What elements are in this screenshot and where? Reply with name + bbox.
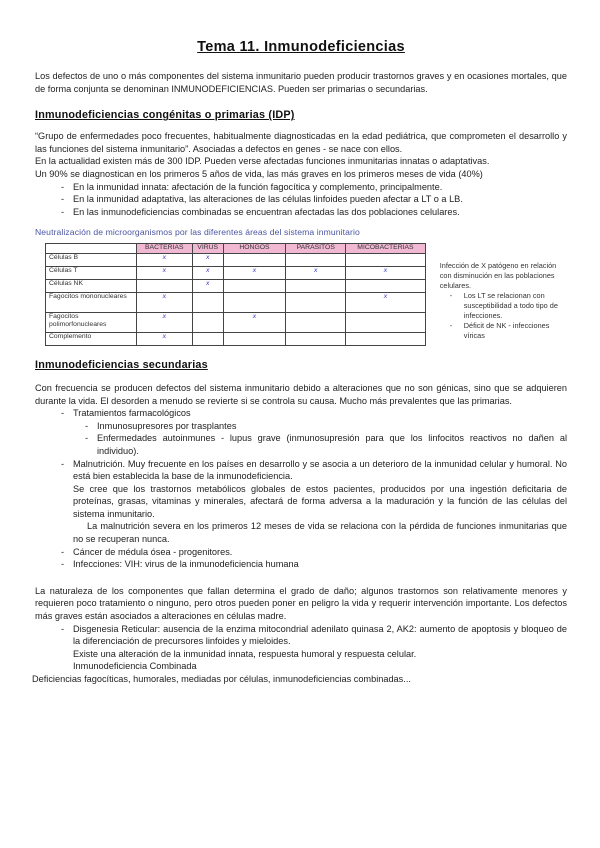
table-header-cell: HONGOS (223, 243, 286, 253)
row-label: Fagocitos polimorfonucleares (46, 312, 137, 332)
table-cell: x (223, 312, 286, 332)
list-item: - En la inmunidad adaptativa, las alteraciones de las células linfoides pueden afectar a LT o a LB. (73, 193, 567, 206)
table-side-note (440, 261, 567, 341)
secundarias-list (35, 407, 567, 571)
item-text: - Disgenesia Reticular: ausencia de la enzima mitocondrial adenilato quinasa 2, AK2: aumento de apoptosis y bloqueo de la diferenciación de precursores linfoides y mieloides. (73, 623, 567, 647)
table-cell: x (136, 332, 192, 345)
table-row (46, 332, 426, 345)
table-cell (346, 253, 426, 266)
table-cell (223, 253, 286, 266)
primarias-quote: “Grupo de enfermedades poco frecuentes, habitualmente diagnosticadas en la edad pediátrica, que comprometen el desarrollo y las funciones del sistema inmunitario”. Asociadas a defectos en genes - se nace con ellos. (35, 131, 567, 154)
row-label: Células B (46, 253, 137, 266)
list-item: - En las inmunodeficiencias combinadas se encuentran afectadas las dos poblaciones celulares. (73, 206, 567, 219)
section-heading-secundarias: Inmunodeficiencias secundarias (35, 358, 208, 371)
table-cell: x (223, 266, 286, 279)
table-header-cell: VIRUS (192, 243, 223, 253)
primarias-paragraph-3: Un 90% se diagnostican en los primeros 5 años de vida, las más graves en los primeros meses de vida (40%) (35, 168, 483, 179)
table-cell: x (136, 253, 192, 266)
table-row (46, 312, 426, 332)
list-item (73, 458, 567, 546)
table-cell (346, 312, 426, 332)
list-item (73, 407, 567, 457)
table-cell (223, 279, 286, 292)
table-row (46, 266, 426, 279)
list-item: - Enfermedades autoinmunes - lupus grave (inmunosupresión para que los linfocitos reactivos no dañen al individuo). (97, 432, 567, 457)
table-cell (223, 292, 286, 312)
secundarias-paragraph: Con frecuencia se producen defectos del sistema inmunitario debido a alteraciones que no son génicas, sino que se adquieren durante la vida. El desorden a menudo se revierte si se controla su causa. Mucho más prevalentes que las primarias. (35, 382, 567, 406)
table-cell (192, 292, 223, 312)
table-cell (136, 279, 192, 292)
table-row (46, 279, 426, 292)
intro-paragraph: Los defectos de uno o más componentes del sistema inmunitario pueden producir trastornos graves y en ocasiones mortales, que de forma conjunta se denominan INMUNODEFICIENCIAS. Pueden ser primarias o secundarias. (35, 71, 567, 94)
table-cell: x (192, 279, 223, 292)
table-row (46, 292, 426, 312)
table-cell: x (136, 312, 192, 332)
table-header-row (46, 243, 426, 253)
table-cell: x (192, 266, 223, 279)
item-text: Existe una alteración de la inmunidad innata, respuesta humoral y respuesta celular. (73, 648, 417, 659)
table-header-cell: BACTERIAS (136, 243, 192, 253)
table-cell (286, 312, 346, 332)
table-cell: x (286, 266, 346, 279)
list-item: - En la inmunidad innata: afectación de la función fagocítica y complemento, principalmente. (73, 181, 567, 194)
side-note-list (440, 291, 567, 341)
primarias-bullet-list (35, 181, 567, 219)
item-text: Tratamientos farmacológicos (73, 408, 191, 419)
table-section (35, 243, 567, 346)
table-header-cell: MICOBACTERIAS (346, 243, 426, 253)
table-header-cell (46, 243, 137, 253)
side-note-text: Infección de X patógeno en relación con disminución en las poblaciones celulares. (439, 260, 557, 290)
page-title: Tema 11. Inmunodeficiencias (197, 39, 405, 55)
table-caption: Neutralización de microorganismos por las diferentes áreas del sistema inmunitario (35, 227, 360, 238)
table-cell: x (136, 292, 192, 312)
table-cell (346, 279, 426, 292)
table-cell (286, 292, 346, 312)
table-cell (286, 253, 346, 266)
list-item: - Inmunosupresores por trasplantes (97, 420, 567, 433)
final-paragraph: La naturaleza de los componentes que fallan determina el grado de daño; algunos trastornos son relativamente menores y requieren poco tratamiento o ninguno, pero otros pueden poner en peligro la vida y requerir intervención importante. Los defectos más graves están asociados a alteraciones en células madre. (35, 585, 567, 622)
list-item: - Infecciones: VIH: virus de la inmunodeficiencia humana (73, 558, 567, 571)
item-text: - Malnutrición. Muy frecuente en los países en desarrollo y se asocia a un deterioro de la inmunidad celular y humoral. No está bien establecida la base de la inmunodeficiencia. (73, 458, 567, 482)
final-list (35, 623, 567, 673)
row-label: Células NK (46, 279, 137, 292)
sub-list (73, 420, 567, 458)
primarias-paragraph-2: En la actualidad existen más de 300 IDP. Pueden verse afectadas funciones inmunitarias innatas o adaptativas. (35, 156, 490, 167)
list-item: - Los LT se relacionan con susceptibilidad a todo tipo de infecciones. (464, 291, 567, 321)
table-cell: x (136, 266, 192, 279)
list-item: - Déficit de NK - infecciones víricas (464, 321, 567, 341)
table-cell (223, 332, 286, 345)
row-label: Fagocitos mononucleares (46, 292, 137, 312)
item-text: Inmunodeficiencia Combinada (73, 661, 197, 672)
document-page (32, 38, 567, 686)
list-item (73, 623, 567, 673)
row-label: Complemento (46, 332, 137, 345)
table-cell: x (192, 253, 223, 266)
table-cell (346, 332, 426, 345)
table-cell (192, 312, 223, 332)
table-cell (286, 332, 346, 345)
section-heading-primarias: Inmunodeficiencias congénitas o primarias (IDP) (35, 109, 295, 122)
final-last-line: Deficiencias fagocíticas, humorales, mediadas por células, inmunodeficiencias combinadas... (32, 674, 411, 684)
item-text: La malnutrición severa en los primeros 12 meses de vida se relaciona con la pérdida de funciones inmunitarias que no se recuperan nunca. (73, 521, 567, 545)
table-cell: x (346, 266, 426, 279)
table-cell: x (346, 292, 426, 312)
table-cell (286, 279, 346, 292)
item-text: Se cree que los trastornos metabólicos globales de estos pacientes, producidos por una ingestión deficitaria de proteínas, grasas, vitaminas y minerales, afectará de forma adversa a la maduración y la función de las células del sistema inmunitario. (73, 483, 567, 519)
neutralization-table (45, 243, 426, 346)
table-header-cell: PARÁSITOS (286, 243, 346, 253)
list-item: - Cáncer de médula ósea - progenitores. (73, 546, 567, 559)
table-cell (192, 332, 223, 345)
table-row (46, 253, 426, 266)
row-label: Células T (46, 266, 137, 279)
